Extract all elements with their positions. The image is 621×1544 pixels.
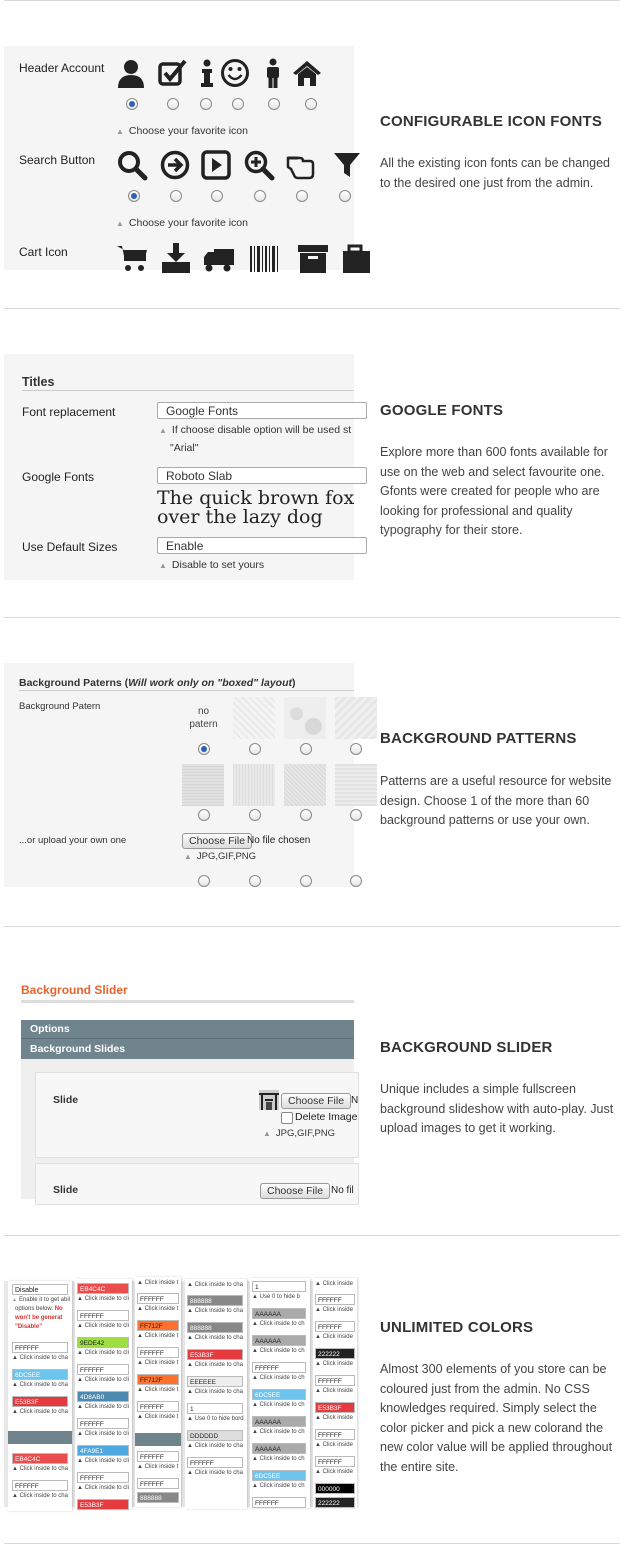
slide-label: Slide [53,1184,79,1196]
color-input[interactable]: 888888 [187,1322,243,1333]
color-input[interactable]: FFFFFF [137,1451,179,1462]
color-input[interactable]: FFFFFF [137,1293,179,1304]
color-input[interactable]: 6DC5EE [12,1369,68,1380]
color-hint: ▲ Click inside to cha [187,1443,243,1449]
choose-icon-hint: ▲ Choose your favorite icon [116,217,248,229]
color-input[interactable]: FFFFFF [137,1347,179,1358]
pattern-radio[interactable] [300,875,312,887]
font-preview-line-1: The quick brown fox [157,487,355,509]
color-hint: ▲ Click inside [315,1415,353,1421]
color-hint: ▲ Click inside to cha [12,1493,68,1499]
divider [4,0,620,1]
search-icon-radio-5[interactable] [296,190,308,202]
color-input[interactable]: E53B3F [187,1349,243,1360]
color-hint: ▲ Click inside to cha [12,1466,68,1472]
heading-rule [21,1000,354,1003]
enable-note-warning: won't be generat [15,1315,63,1321]
header-icon-radio-2[interactable] [167,98,179,110]
color-hint: ▲ Click inside to ch [252,1456,305,1462]
color-input[interactable]: FFFFFF [12,1342,68,1353]
pattern-radio[interactable] [249,875,261,887]
color-hint: ▲ Click inside to cha [187,1470,243,1476]
section-bar [8,1431,72,1444]
color-input[interactable]: 888888 [137,1492,179,1503]
pattern-radio-none[interactable] [198,743,210,755]
color-input[interactable]: 222222 [315,1348,355,1359]
choose-file-button[interactable]: Choose File [260,1183,330,1199]
color-input[interactable]: FFFFFF [315,1456,355,1467]
background-slides-label: Background Slides [30,1043,126,1055]
header-icon-radio-1[interactable] [126,98,138,110]
color-hint: ▲ Click inside to cli [77,1431,129,1437]
color-hint: ▲ Click inside [315,1469,353,1475]
color-hint: ▲ Click inside to cli [77,1350,129,1356]
google-fonts-label: Google Fonts [22,470,95,484]
search-icon[interactable] [117,150,147,180]
color-input[interactable]: FFFFFF [12,1480,68,1491]
feature-title: BACKGROUND SLIDER [380,1039,553,1056]
color-hint: ▲ Click inside [315,1361,353,1367]
choose-file-button[interactable]: Choose File [281,1093,351,1109]
enable-note-warning: "Disable" [15,1324,43,1330]
color-hint: ▲ Click inside t [137,1333,179,1339]
color-hint: ▲ Click inside [315,1307,353,1313]
color-hint: ▲ Click inside to ch [252,1483,305,1489]
color-hint: ▲ Click inside to cha [187,1389,243,1395]
color-input[interactable]: FFFFFF [187,1457,243,1468]
feature-title: CONFIGURABLE ICON FONTS [380,113,603,130]
search-icon-radio-6[interactable] [339,190,351,202]
color-input[interactable]: 4FA9E1 [77,1445,129,1456]
pattern-swatch[interactable] [335,697,377,739]
search-icon-radio-2[interactable] [170,190,182,202]
default-sizes-select[interactable]: Enable [157,537,367,554]
color-column [250,1278,310,1508]
enable-note: options below. No [15,1306,63,1312]
width-input[interactable]: 1 [252,1281,306,1292]
divider [4,926,620,927]
color-input[interactable]: 888888 [187,1295,243,1306]
pattern-swatch[interactable] [335,764,377,806]
color-hint: ▲ Click inside to ch [252,1375,305,1381]
pattern-radio[interactable] [350,875,362,887]
file-types-hint: ▲ JPG,GIF,PNG [184,851,257,862]
color-hint: ▲ Click inside to cha [187,1308,243,1314]
color-hint: ▲ Click inside to cli [77,1296,129,1302]
background-slider-panel [4,972,359,1197]
color-input[interactable]: FFFFFF [315,1321,355,1332]
pattern-radio[interactable] [249,809,261,821]
color-hint: ▲ Use 0 to hide b [252,1294,300,1300]
slide-label: Slide [53,1094,79,1106]
pattern-radio[interactable] [350,743,362,755]
slide-thumbnail-icon [259,1090,279,1110]
disable-hint: ▲ If choose disable option will be used st [159,424,352,436]
delete-image-label: Delete Image [295,1111,358,1123]
home-icon[interactable] [292,58,322,88]
color-hint: ▲ Click inside t [137,1464,179,1470]
enable-note: ▲ Enable it to get abil [12,1297,70,1303]
slide-row [35,1163,359,1205]
no-file-text-cut: N [351,1095,359,1106]
color-hint: ▲ Use 0 to hide bord [187,1416,244,1422]
header-account-label: Header Account [19,61,105,75]
search-icon-radio-1[interactable] [128,190,140,202]
options-label: Options [30,1023,70,1035]
color-input[interactable]: EB4C4C [12,1453,68,1464]
unlimited-colors-panel [4,1281,354,1507]
font-preview-line-2: over the lazy dog [157,506,323,528]
color-hint: ▲ Click inside to cha [12,1355,68,1361]
color-column [135,1277,181,1507]
color-input[interactable]: FFFFFF [137,1478,179,1489]
color-hint: ▲ Click inside t [137,1414,179,1420]
header-icon-radio-5[interactable] [268,98,280,110]
file-types-hint: ▲ JPG,GIF,PNG [263,1128,336,1139]
delete-image-checkbox[interactable] [281,1112,293,1124]
divider [4,617,620,618]
icon-fonts-panel [4,46,354,270]
color-input[interactable]: FFFFFF [77,1418,129,1429]
download-tray-icon[interactable] [161,243,191,273]
color-hint: ▲ Click inside [315,1442,353,1448]
color-hint: ▲ Click inside to cli [77,1458,129,1464]
pattern-radio[interactable] [300,743,312,755]
no-file-chosen-text: No file chosen [247,835,311,846]
search-icon-radio-4[interactable] [254,190,266,202]
choose-icon-hint: ▲ Choose your favorite icon [116,125,248,137]
feature-description: Patterns are a useful resource for website design. Choose 1 of the more than 60 background patterns or use your own. [380,774,612,827]
pattern-swatch[interactable] [233,764,275,806]
play-box-icon[interactable] [201,150,231,180]
feature-description: Unique includes a simple fullscreen background slideshow with auto-play. Just upload images to get it working. [380,1082,614,1135]
search-icon-radio-3[interactable] [211,190,223,202]
font-replacement-label: Font replacement [22,405,116,419]
color-column [8,1281,72,1511]
background-patterns-panel [4,663,354,887]
color-input[interactable]: E53B3F [12,1396,68,1407]
pattern-radio[interactable] [350,809,362,821]
color-input[interactable]: FFFFFF [77,1472,129,1483]
pattern-swatch[interactable] [284,764,326,806]
color-input[interactable]: 9EDE42 [77,1337,129,1348]
archive-box-icon[interactable] [298,243,328,273]
header-icon-radio-4[interactable] [232,98,244,110]
pattern-swatch[interactable] [233,697,275,739]
color-input[interactable]: FFFFFF [315,1429,355,1440]
color-hint: ▲ Click inside [315,1388,353,1394]
color-hint: ▲ Click inside to cha [187,1362,243,1368]
pattern-radio[interactable] [198,875,210,887]
heading-rule [22,390,354,391]
color-hint: ▲ Click inside to cli [77,1323,129,1329]
upload-pattern-label: ...or upload your own one [19,835,127,846]
color-hint: ▲ Click inside to ch [252,1321,305,1327]
background-slides-bar[interactable] [21,1039,354,1059]
titles-heading: Titles [22,375,55,389]
patterns-heading: Background Paterns (Will work only on "boxed" layout) [19,677,296,689]
color-hint: ▲ Click inside t [137,1280,179,1286]
barcode-icon[interactable] [249,243,279,273]
color-column [75,1279,132,1509]
choose-file-button[interactable]: Choose File [182,833,252,849]
pattern-swatch[interactable] [182,764,224,806]
color-hint: ▲ Click inside t [137,1360,179,1366]
color-hint: ▲ Click inside to cli [77,1485,129,1491]
color-input[interactable]: FFFFFF [315,1375,355,1386]
color-input[interactable]: AAAAAA [252,1335,306,1346]
heading-rule [19,690,354,691]
color-hint: ▲ Click inside to ch [252,1429,305,1435]
section-bar [135,1433,181,1446]
color-input[interactable]: 6DC5EE [252,1470,306,1481]
color-column [185,1279,247,1509]
search-button-label: Search Button [19,153,96,167]
background-pattern-label: Background Patern [19,701,101,712]
pattern-radio[interactable] [198,809,210,821]
color-input[interactable]: FFFFFF [252,1362,306,1373]
info-icon[interactable] [192,58,222,88]
disable-hint-font: "Arial" [170,442,199,454]
color-input[interactable]: FFFFFF [77,1310,129,1321]
color-input[interactable]: AAAAAA [252,1443,306,1454]
feature-description: Explore more than 600 fonts available for use on the web and select favourite one. Gfonts were created for people who are looking for professional and quality typography for their store. [380,445,608,537]
pattern-radio[interactable] [249,743,261,755]
google-fonts-select[interactable]: Roboto Slab [157,467,367,484]
color-hint: ▲ Click inside [315,1334,353,1340]
feature-title: BACKGROUND PATTERNS [380,730,577,747]
color-input[interactable]: 6DC5EE [252,1389,306,1400]
color-input[interactable]: E53B3F [77,1499,129,1510]
user-icon[interactable] [116,58,146,88]
color-input[interactable]: EEEEEE [187,1376,243,1387]
color-hint: ▲ Click inside to cli [77,1377,129,1383]
options-bar[interactable] [21,1020,354,1039]
width-input[interactable]: 1 [187,1403,243,1414]
disable-select[interactable]: Disable [12,1284,68,1295]
briefcase-icon[interactable] [340,243,370,273]
color-input[interactable]: FF712F [137,1320,179,1331]
color-hint: ▲ Click inside to ch [252,1348,305,1354]
color-hint: ▲ Click inside to cha [187,1335,243,1341]
cart-icon[interactable] [117,243,147,273]
color-input[interactable]: FF712F [137,1374,179,1385]
color-input[interactable]: DDDDDD [187,1430,243,1441]
font-replacement-select[interactable]: Google Fonts [157,402,367,419]
color-input[interactable]: 4D8AB0 [77,1391,129,1402]
feature-title: UNLIMITED COLORS [380,1319,534,1336]
zoom-in-icon[interactable] [244,150,274,180]
color-hint: ▲ Click inside to cha [12,1382,68,1388]
color-input[interactable]: FFFFFF [315,1294,355,1305]
color-hint: ▲ Click inside to cha [187,1282,243,1288]
color-hint: ▲ Click inside [315,1281,353,1287]
filter-icon[interactable] [332,150,362,180]
hand-pointer-icon[interactable] [284,150,314,180]
pattern-radio[interactable] [300,809,312,821]
color-column [313,1278,357,1508]
color-input[interactable]: FFFFFF [77,1364,129,1375]
feature-title: GOOGLE FONTS [380,402,504,419]
slide-row [35,1072,359,1158]
color-hint: ▲ Click inside t [137,1306,179,1312]
truck-icon[interactable] [204,243,234,273]
feature-description: All the existing icon fonts can be changed to the desired one just from the admin. [380,156,611,190]
color-input[interactable]: AAAAAA [252,1308,306,1319]
divider [4,308,620,309]
color-input[interactable]: E53B3F [315,1402,355,1413]
color-hint: ▲ Click inside to cha [12,1409,68,1415]
color-input[interactable]: 222222 [315,1497,355,1508]
color-hint: ▲ Click inside to cli [77,1404,129,1410]
font-preview [157,489,354,527]
default-sizes-label: Use Default Sizes [22,540,118,554]
header-icon-radio-6[interactable] [305,98,317,110]
color-input[interactable]: EB4C4C [77,1283,129,1294]
no-file-text-cut: No fil [331,1185,354,1196]
color-input[interactable]: FFFFFF [252,1497,306,1508]
color-hint: ▲ Click inside to ch [252,1402,305,1408]
pattern-swatch[interactable] [284,697,326,739]
color-input[interactable]: 000000 [315,1483,355,1494]
header-icon-radio-3[interactable] [200,98,212,110]
cart-icon-label: Cart Icon [19,245,68,259]
feature-description: Almost 300 elements of you store can be coloured just from the admin. No CSS knowledges required. Simply select the color picker and pick a new colorand the new color value will be applied throughout the entire site. [380,1362,613,1474]
default-sizes-hint: ▲ Disable to set yours [159,559,265,571]
checkbox-icon[interactable] [157,58,187,88]
slider-heading: Background Slider [21,983,128,997]
color-hint: ▲ Click inside t [137,1387,179,1393]
no-pattern-label: no patern [189,706,218,730]
arrow-circle-icon[interactable] [160,150,190,180]
color-input[interactable]: AAAAAA [252,1416,306,1427]
divider [4,1235,620,1236]
color-input[interactable]: FFFFFF [137,1401,179,1412]
male-icon[interactable] [258,58,288,88]
smiley-icon[interactable] [220,58,250,88]
google-fonts-panel [4,354,354,580]
